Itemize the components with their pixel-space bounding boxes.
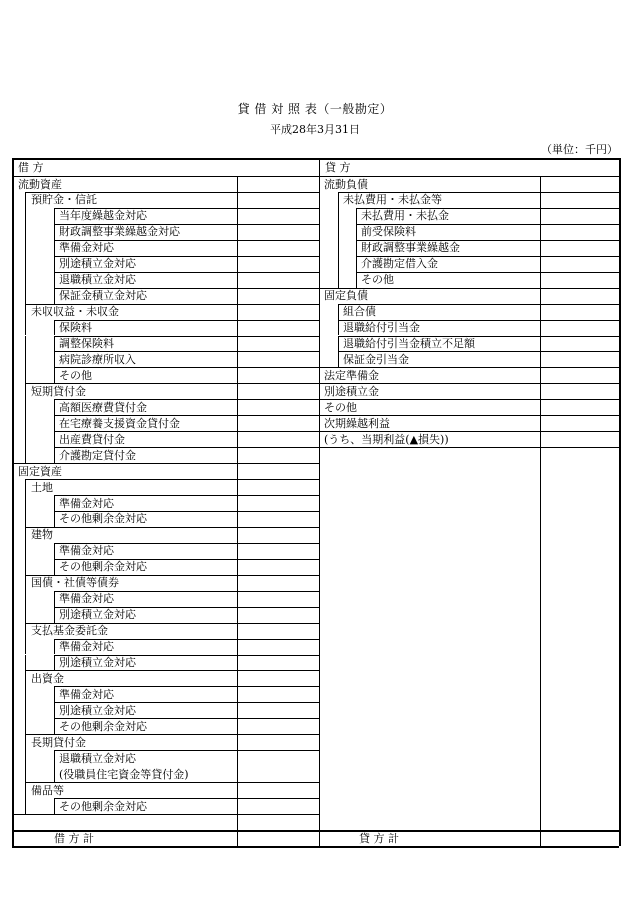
column-divider (54, 766, 55, 782)
debit-row-label: 備品等 (31, 783, 64, 797)
row-divider (237, 367, 319, 368)
column-divider (25, 495, 26, 511)
column-divider (25, 447, 26, 463)
column-divider (25, 351, 26, 367)
column-divider (12, 158, 14, 846)
debit-row-label: その他 (59, 368, 92, 382)
debit-row-label: 保証金積立金対応 (59, 289, 147, 303)
debit-row-label: 当年度繰越金対応 (59, 209, 147, 223)
row-divider (12, 814, 237, 815)
row-divider (237, 463, 319, 464)
row-divider (540, 399, 619, 400)
column-divider (338, 240, 339, 256)
debit-row-label: 固定資産 (18, 464, 62, 478)
column-divider (54, 320, 55, 336)
row-divider (237, 750, 319, 751)
credit-row-label: その他 (361, 273, 394, 287)
credit-row-label: 未払費用・未払金等 (343, 193, 442, 207)
row-divider (12, 846, 619, 848)
debit-row-label: 在宅療養支援資金貸付金 (59, 416, 180, 430)
column-divider (54, 367, 55, 383)
column-divider (338, 208, 339, 224)
debit-row-label: 準備金対応 (59, 544, 114, 558)
column-divider (25, 718, 26, 734)
row-divider (540, 240, 619, 241)
row-divider (237, 479, 319, 480)
column-divider (54, 702, 55, 718)
column-divider (54, 639, 55, 655)
credit-total-label: 貸 方 計 (359, 832, 399, 846)
debit-row-label: 退職積立金対応 (59, 273, 136, 287)
row-divider (237, 208, 319, 209)
column-divider (25, 415, 26, 431)
credit-row-label: 前受保険料 (361, 225, 416, 239)
column-divider (25, 734, 26, 750)
credit-row-label: 財政調整事業繰越金 (361, 241, 460, 255)
column-divider (25, 511, 26, 527)
column-divider (25, 702, 26, 718)
row-divider (540, 224, 619, 225)
column-divider (25, 479, 26, 495)
column-divider (25, 431, 26, 447)
row-divider (237, 192, 319, 193)
column-divider (25, 543, 26, 559)
row-divider (540, 351, 619, 352)
column-divider (25, 527, 26, 543)
row-divider (12, 830, 619, 832)
row-divider (237, 591, 319, 592)
row-divider (540, 272, 619, 273)
credit-heading: 貸 方 (325, 160, 351, 174)
debit-row-label: 長期貸付金 (31, 735, 86, 749)
debit-row-label: 別途積立金対応 (59, 703, 136, 717)
column-divider (54, 543, 55, 559)
row-divider (237, 718, 319, 719)
row-divider (237, 256, 319, 257)
debit-row-label: 財政調整事業繰越金対応 (59, 225, 180, 239)
column-divider (25, 336, 26, 352)
debit-row-label: 未収収益・未収金 (31, 305, 119, 319)
column-divider (338, 336, 339, 352)
debit-row-label: その他剰余金対応 (59, 560, 147, 574)
credit-row-label: 未払費用・未払金 (361, 209, 449, 223)
row-divider (237, 543, 319, 544)
row-divider (12, 176, 619, 177)
column-divider (319, 158, 320, 846)
row-divider (237, 559, 319, 560)
row-divider (237, 383, 319, 384)
column-divider (25, 192, 26, 208)
debit-row-label: 準備金対応 (59, 496, 114, 510)
row-divider (540, 447, 619, 448)
column-divider (25, 782, 26, 798)
column-divider (25, 766, 26, 782)
column-divider (54, 240, 55, 256)
debit-row-label: 別途積立金対応 (59, 257, 136, 271)
column-divider (54, 256, 55, 272)
debit-row-label: その他剰余金対応 (59, 512, 147, 526)
row-divider (237, 798, 319, 799)
column-divider (54, 208, 55, 224)
column-divider (25, 607, 26, 623)
column-divider (25, 304, 26, 320)
row-divider (12, 158, 619, 160)
unit-label: （単位：千円） (541, 143, 618, 156)
column-divider (25, 367, 26, 383)
column-divider (338, 256, 339, 272)
row-divider (540, 208, 619, 209)
row-divider (25, 479, 237, 480)
row-divider (237, 336, 319, 337)
column-divider (54, 272, 55, 288)
column-divider (54, 607, 55, 623)
row-divider (237, 639, 319, 640)
row-divider (237, 351, 319, 352)
row-divider (540, 256, 619, 257)
credit-row-label: 次期繰越利益 (324, 416, 390, 430)
row-divider (540, 415, 619, 416)
row-divider (237, 734, 319, 735)
debit-row-label: (役職員住宅資金等貸付金) (59, 767, 189, 781)
column-divider (540, 176, 541, 846)
column-divider (54, 798, 55, 814)
debit-row-label: 退職積立金対応 (59, 751, 136, 765)
column-divider (25, 591, 26, 607)
column-divider (338, 351, 339, 367)
row-divider (319, 447, 540, 448)
column-divider (25, 623, 26, 639)
row-divider (540, 336, 619, 337)
debit-row-label: 介護勘定貸付金 (59, 448, 136, 462)
credit-row-label: 別途積立金 (324, 384, 379, 398)
row-divider (237, 782, 319, 783)
row-divider (540, 367, 619, 368)
row-divider (237, 495, 319, 496)
credit-row-label: 流動負債 (324, 177, 368, 191)
column-divider (338, 224, 339, 240)
row-divider (540, 383, 619, 384)
column-divider (54, 686, 55, 702)
debit-row-label: 病院診療所収入 (59, 352, 136, 366)
debit-row-label: 建物 (31, 528, 53, 542)
debit-row-label: 短期貸付金 (31, 384, 86, 398)
debit-heading: 借 方 (18, 160, 44, 174)
row-divider (237, 527, 319, 528)
row-divider (237, 686, 319, 687)
credit-row-label: 固定負債 (324, 289, 368, 303)
column-divider (54, 288, 55, 304)
column-divider (25, 383, 26, 399)
column-divider (25, 655, 26, 671)
row-divider (237, 399, 319, 400)
debit-row-label: 国債・社債等債券 (31, 576, 119, 590)
column-divider (25, 208, 26, 224)
credit-row-label: 法定準備金 (324, 368, 379, 382)
debit-row-label: 準備金対応 (59, 640, 114, 654)
debit-total-label: 借 方 計 (54, 832, 94, 846)
column-divider (54, 750, 55, 766)
credit-row-label: (うち、当期利益(▲損失)) (324, 432, 449, 446)
column-divider (356, 208, 357, 224)
row-divider (237, 702, 319, 703)
column-divider (54, 591, 55, 607)
column-divider (25, 272, 26, 288)
column-divider (356, 224, 357, 240)
credit-row-label: 介護勘定借入金 (361, 257, 438, 271)
debit-row-label: 準備金対応 (59, 687, 114, 701)
column-divider (54, 431, 55, 447)
row-divider (237, 272, 319, 273)
debit-row-label: 預貯金・信託 (31, 193, 97, 207)
column-divider (54, 655, 55, 671)
column-divider (54, 447, 55, 463)
debit-row-label: 別途積立金対応 (59, 656, 136, 669)
row-divider (237, 415, 319, 416)
column-divider (338, 304, 339, 320)
credit-row-label: その他 (324, 400, 357, 414)
row-divider (237, 511, 319, 512)
column-divider (25, 575, 26, 591)
column-divider (356, 272, 357, 288)
page-title: 貸 借 対 照 表（一般勘定） (237, 102, 393, 116)
row-divider (237, 655, 319, 656)
debit-row-label: 準備金対応 (59, 241, 114, 255)
debit-row-label: その他剰余金対応 (59, 719, 147, 733)
credit-row-label: 組合債 (343, 305, 376, 319)
column-divider (356, 240, 357, 256)
column-divider (338, 320, 339, 336)
row-divider (540, 288, 619, 289)
column-divider (54, 336, 55, 352)
column-divider (25, 750, 26, 766)
debit-row-label: 高額医療費貸付金 (59, 400, 147, 414)
row-divider (237, 814, 319, 815)
row-divider (237, 575, 319, 576)
column-divider (25, 256, 26, 272)
debit-row-label: その他剰余金対応 (59, 799, 147, 813)
column-divider (25, 686, 26, 702)
row-divider (237, 447, 319, 448)
column-divider (338, 272, 339, 288)
report-date: 平成28年3月31日 (270, 123, 360, 136)
column-divider (54, 415, 55, 431)
debit-row-label: 土地 (31, 480, 53, 494)
column-divider (54, 559, 55, 575)
column-divider (25, 670, 26, 686)
debit-row-label: 流動資産 (18, 177, 62, 191)
row-divider (237, 304, 319, 305)
row-divider (237, 320, 319, 321)
column-divider (25, 399, 26, 415)
row-divider (25, 527, 237, 528)
column-divider (25, 288, 26, 304)
row-divider (540, 320, 619, 321)
row-divider (237, 431, 319, 432)
column-divider (54, 399, 55, 415)
row-divider (540, 304, 619, 305)
credit-row-label: 退職給付引当金 (343, 321, 420, 335)
column-divider (338, 192, 339, 208)
column-divider (54, 718, 55, 734)
column-divider (25, 798, 26, 814)
row-divider (237, 224, 319, 225)
row-divider (237, 623, 319, 624)
column-divider (25, 559, 26, 575)
row-divider (237, 670, 319, 671)
debit-row-label: 支払基金委託金 (31, 624, 108, 638)
column-divider (54, 495, 55, 511)
debit-row-label: 出産費貸付金 (59, 432, 125, 446)
column-divider (25, 240, 26, 256)
credit-row-label: 退職給付引当金積立不足額 (343, 337, 475, 350)
column-divider (54, 224, 55, 240)
row-divider (540, 192, 619, 193)
row-divider (237, 607, 319, 608)
debit-row-label: 出資金 (31, 671, 64, 685)
column-divider (25, 320, 26, 336)
column-divider (619, 158, 621, 846)
column-divider (356, 256, 357, 272)
debit-row-label: 準備金対応 (59, 592, 114, 606)
column-divider (25, 639, 26, 655)
debit-row-label: 保険料 (59, 321, 92, 335)
row-divider (540, 431, 619, 432)
column-divider (25, 224, 26, 240)
debit-row-label: 調整保険料 (59, 337, 114, 350)
credit-row-label: 保証金引当金 (343, 352, 409, 366)
debit-row-label: 別途積立金対応 (59, 608, 136, 622)
column-divider (54, 351, 55, 367)
column-divider (54, 511, 55, 527)
row-divider (237, 288, 319, 289)
row-divider (237, 240, 319, 241)
